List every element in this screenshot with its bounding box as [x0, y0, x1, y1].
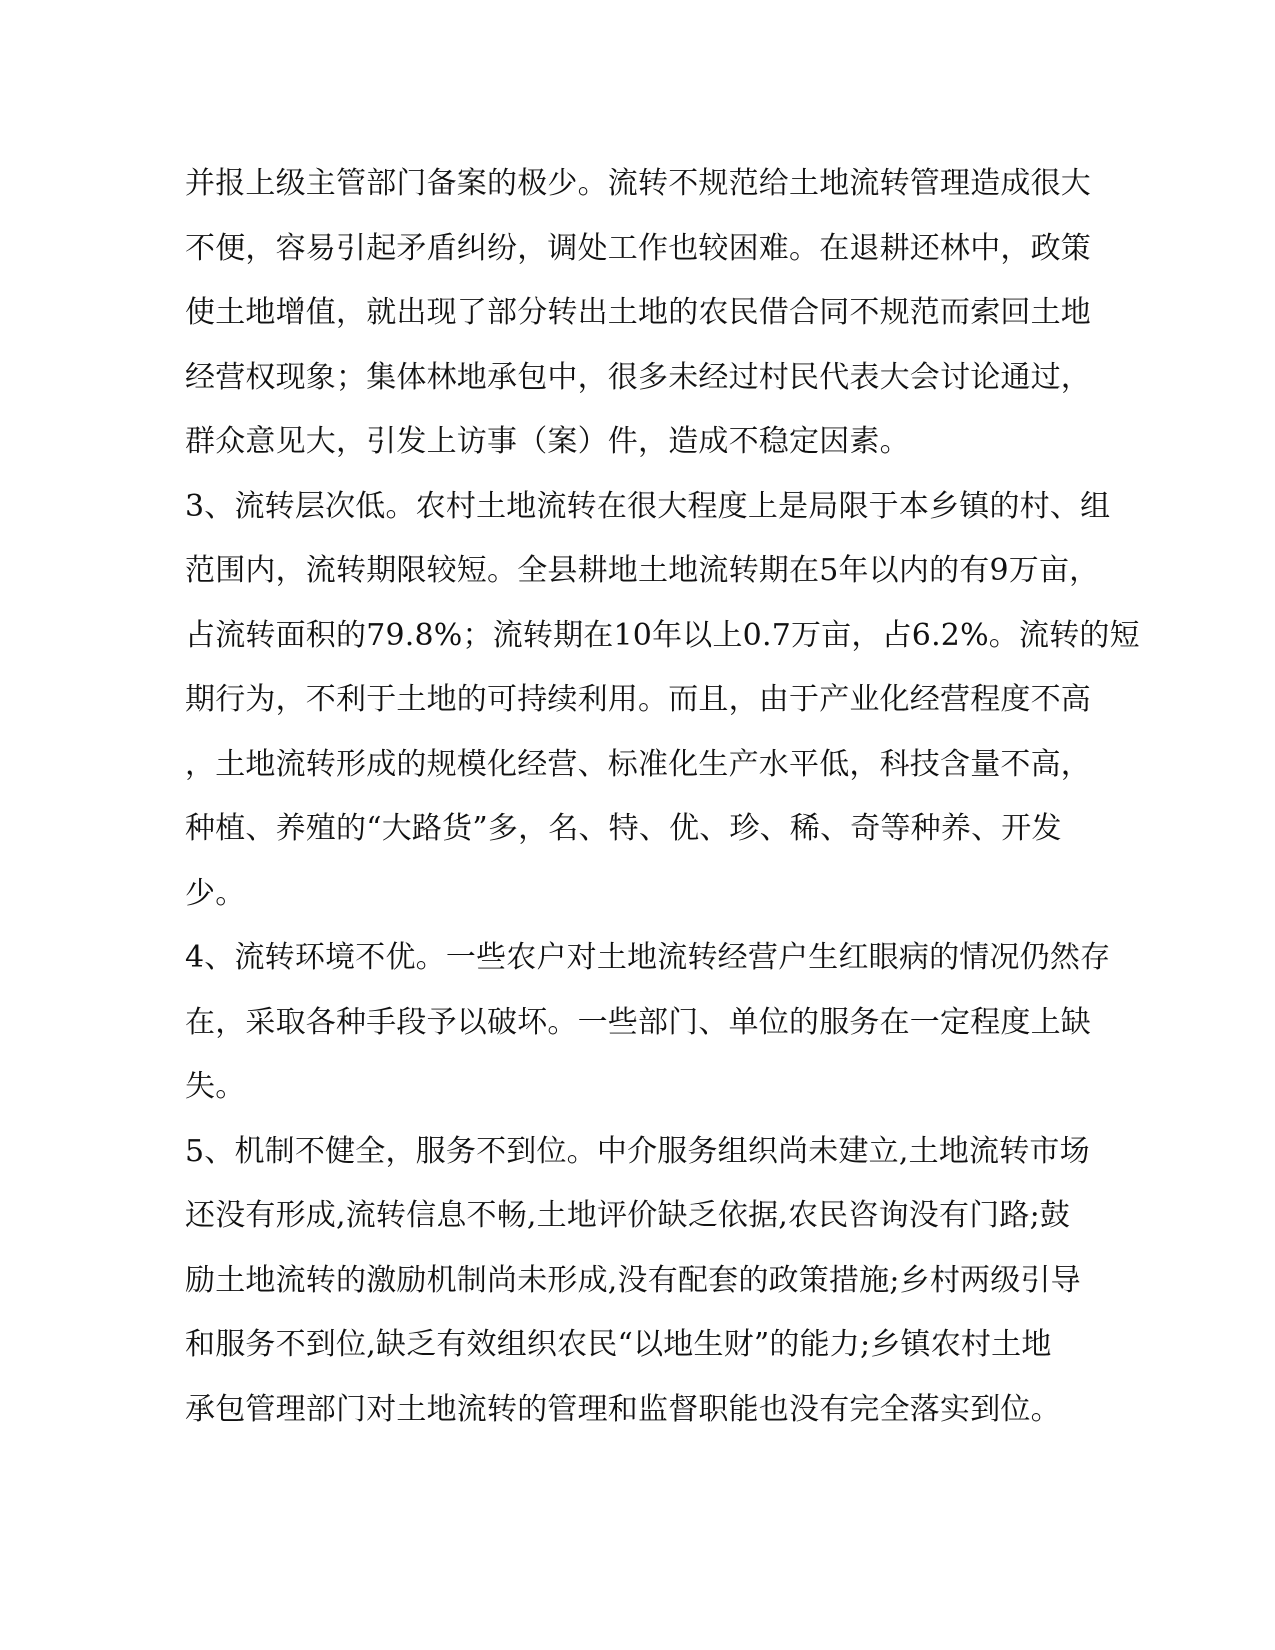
text-line: 并报上级主管部门备案的极少。流转不规范给土地流转管理造成很大	[185, 166, 1091, 201]
text-line: 群众意见大，引发上访事（案）件，造成不稳定因素。	[185, 424, 910, 459]
text-line: 和服务不到位,缺乏有效组织农民“以地生财”的能力;乡镇农村土地	[185, 1327, 1052, 1362]
text-line: 使土地增值，就出现了部分转出土地的农民借合同不规范而索回土地	[185, 295, 1091, 330]
text-line: 占流转面积的79.8%；流转期在10年以上0.7万亩，占6.2%。流转的短	[185, 617, 1140, 653]
text-line: 失。	[185, 1069, 246, 1104]
text-line: 期行为，不利于土地的可持续利用。而且，由于产业化经营程度不高	[185, 682, 1091, 717]
text-line: 范围内，流转期限较短。全县耕地土地流转期在5年以内的有9万亩，	[185, 553, 1100, 588]
section-3-heading-line: 3、流转层次低。农村土地流转在很大程度上是局限于本乡镇的村、组	[185, 488, 1111, 524]
text-line: 种植、养殖的“大路货”多，名、特、优、珍、稀、奇等种养、开发	[185, 811, 1062, 846]
body-text	[185, 152, 1140, 1442]
text-line: 经营权现象；集体林地承包中，很多未经过村民代表大会讨论通过，	[185, 359, 1091, 395]
text-line: 承包管理部门对土地流转的管理和监督职能也没有完全落实到位。	[185, 1391, 1061, 1427]
section-4-heading-line: 4、流转环境不优。一些农户对土地流转经营户生红眼病的情况仍然存	[185, 940, 1111, 975]
text-line: 还没有形成,流转信息不畅,土地评价缺乏依据,农民咨询没有门路;鼓	[185, 1198, 1071, 1233]
text-line: 励土地流转的激励机制尚未形成,没有配套的政策措施;乡村两级引导	[185, 1262, 1081, 1298]
section-5-heading-line: 5、机制不健全，服务不到位。中介服务组织尚未建立,土地流转市场	[185, 1133, 1090, 1169]
text-line: 少。	[185, 875, 246, 911]
text-line: ，土地流转形成的规模化经营、标准化生产水平低，科技含量不高，	[185, 746, 1091, 782]
text-line: 在，采取各种手段予以破坏。一些部门、单位的服务在一定程度上缺	[185, 1004, 1091, 1040]
text-line: 不便，容易引起矛盾纠纷，调处工作也较困难。在退耕还林中，政策	[185, 230, 1091, 266]
